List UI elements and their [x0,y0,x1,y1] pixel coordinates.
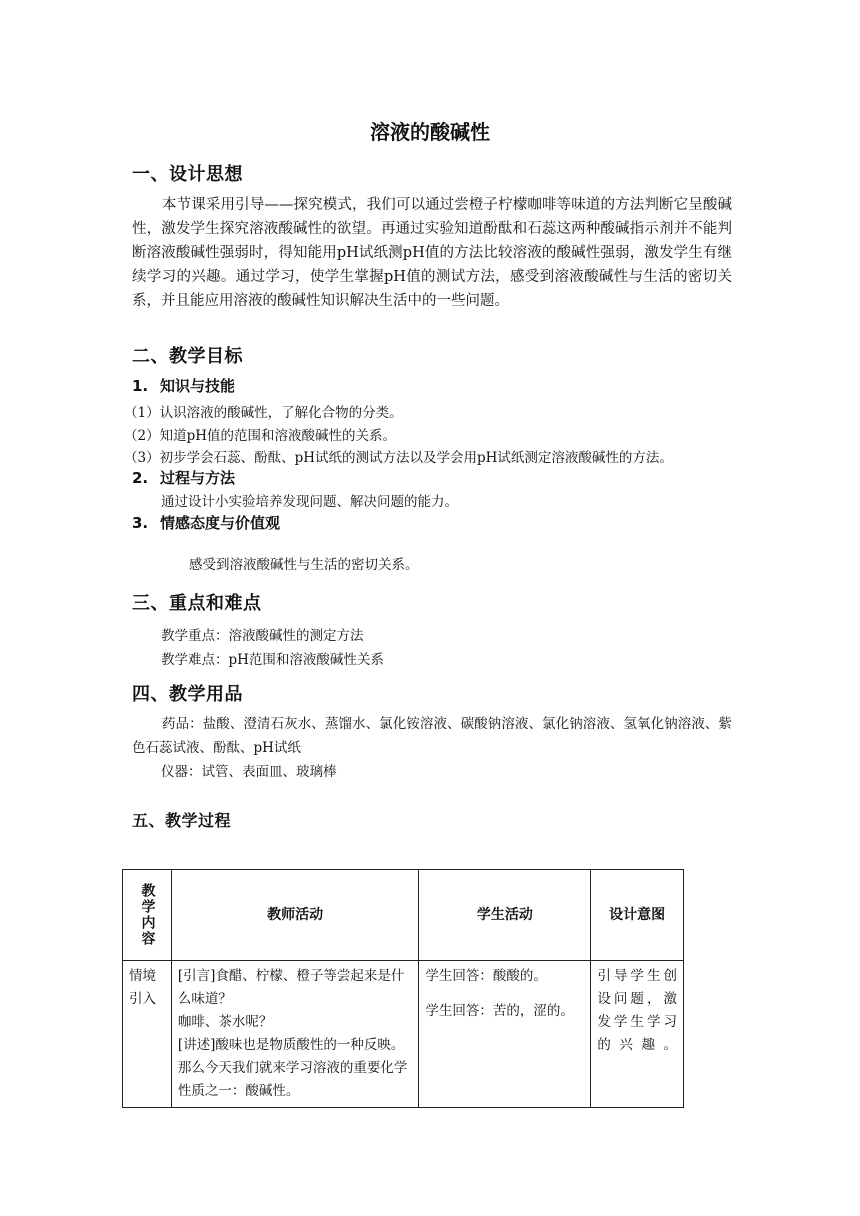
section-heading-key-points: 三、重点和难点 [132,593,262,614]
section-heading-process: 五、教学过程 [132,811,232,830]
objective-1-number: 1. [132,377,149,395]
objective-3-number: 3. [132,514,149,532]
objective-1-heading [132,375,235,396]
student-line-1: 学生回答：酸酸的。 [425,968,547,984]
header-teacher-activity: 教师活动 [171,870,418,961]
objective-1-item-2: （2）知道pH值的范围和溶液酸碱性的关系。 [124,428,397,444]
cell-teacher-activity [171,961,418,1108]
table-header-row [123,870,684,961]
objective-2-heading [132,467,235,488]
materials-drugs: 药品：盐酸、澄清石灰水、蒸馏水、氯化铵溶液、碳酸钠溶液、氯化钠溶液、氢氧化钠溶液、紫色石蕊试液、酚酞、pH试纸 [132,716,732,756]
section-heading-design: 一、设计思想 [132,164,243,185]
key-point-text: 教学重点：溶液酸碱性的测定方法 [161,628,364,644]
objective-2-text: 通过设计小实验培养发现问题、解决问题的能力。 [161,494,458,510]
header-student-activity: 学生活动 [419,870,591,961]
design-paragraph: 本节课采用引导——探究模式，我们可以通过尝橙子柠檬咖啡等味道的方法判断它呈酸碱性，激发学生探究溶液酸碱性的欲望。再通过实验知道酚酞和石蕊这两种酸碱指示剂并不能判断溶液酸碱性强弱时，得知能用pH试纸测pH值的方法比较溶液的酸碱性强弱，激发学生有继续学习的兴趣。通过学习，使学生掌握pH值的测试方法，感受到溶液酸碱性与生活的密切关系，并且能应用溶液的酸碱性知识解决生活中的一些问题。 [132,197,732,309]
teacher-line-1: [引言]食醋、柠檬、橙子等尝起来是什么味道？ [177,968,405,1007]
objective-2-number: 2. [132,469,149,487]
student-line-2: 学生回答：苦的，涩的。 [425,1003,574,1019]
objective-1-item-3: （3）初步学会石蕊、酚酞、pH试纸的测试方法以及学会用pH试纸测定溶液酸碱性的方法。 [124,450,673,466]
objective-2-title: 过程与方法 [160,469,236,487]
header-teaching-content: 教学内容 [123,870,172,961]
teaching-process-table [122,869,684,1108]
objective-1-item-1: （1）认识溶液的酸碱性，了解化合物的分类。 [124,405,403,421]
page-title: 溶液的酸碱性 [370,120,490,144]
cell-content: 情境引入 [123,961,172,1108]
intent-text: 引导学生创设问题，激发学生学习的兴趣。 [597,968,677,1053]
header-design-intent: 设计意图 [591,870,684,961]
cell-student-activity [419,961,591,1108]
materials-instruments: 仪器：试管、表面皿、玻璃棒 [161,764,337,780]
objective-1-title: 知识与技能 [160,377,236,395]
section-heading-materials: 四、教学用品 [132,684,243,705]
teacher-line-2: 咖啡、茶水呢？ [177,1014,273,1030]
objective-3-title: 情感态度与价值观 [160,514,281,532]
objective-3-heading [132,512,280,533]
objective-3-text: 感受到溶液酸碱性与生活的密切关系。 [189,557,419,573]
table-row [123,961,684,1108]
section-heading-objectives: 二、教学目标 [132,346,243,367]
difficult-point-text: 教学难点：pH范围和溶液酸碱性关系 [161,652,384,668]
teacher-line-3: [讲述]酸味也是物质酸性的一种反映。那么今天我们就来学习溶液的重要化学性质之一：酸碱性。 [177,1037,408,1099]
cell-design-intent [591,961,684,1108]
